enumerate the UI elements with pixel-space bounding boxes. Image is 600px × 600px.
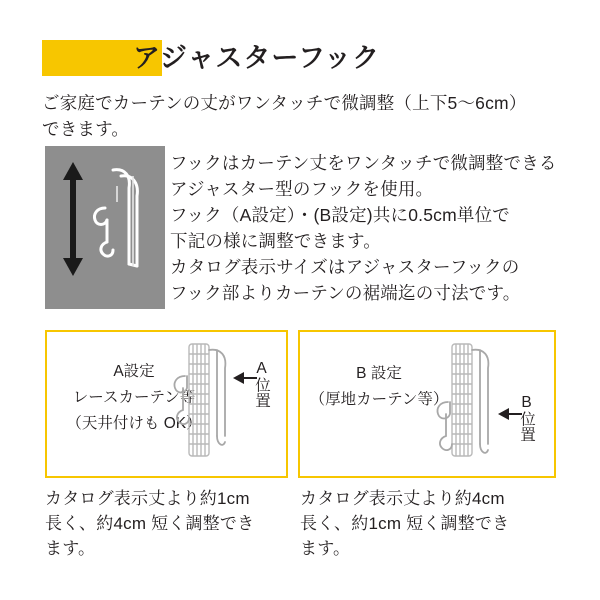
panel-b-label-2: （厚地カーテン等） — [309, 391, 449, 408]
panel-setting-b — [298, 330, 556, 478]
caption-setting-b — [300, 486, 558, 561]
description-line-6: フック部よりカーテンの裾端迄の寸法です。 — [170, 283, 521, 303]
caption-a-line-3: ます。 — [45, 539, 96, 558]
adjuster-hook-photo — [45, 146, 165, 309]
description-line-1: フックはカーテン丈をワンタッチで微調整できる — [170, 153, 557, 173]
page-title: アジャスターフック — [133, 43, 381, 73]
caption-setting-a — [45, 486, 295, 561]
photo-illustration — [45, 146, 165, 309]
caption-a-line-1: カタログ表示丈より約1cm — [45, 489, 250, 508]
description-line-3: フック（A設定）・(B設定)共に0.5cm単位で — [170, 205, 510, 225]
lead-paragraph — [42, 90, 572, 142]
lead-line-1: ご家庭でカーテンの丈がワンタッチで微調整（上下5〜6cm） — [42, 93, 527, 113]
caption-b-line-1: カタログ表示丈より約4cm — [300, 489, 505, 508]
panel-a-label-2: レースカーテン等 — [72, 389, 196, 406]
caption-b-line-2: 長く、約1cm 短く調整でき — [300, 514, 510, 533]
caption-a-line-2: 長く、約4cm 短く調整でき — [45, 514, 255, 533]
panel-a-label-1: A設定 — [113, 363, 155, 380]
caption-b-line-3: ます。 — [300, 539, 351, 558]
description-line-2: アジャスター型のフックを使用。 — [170, 179, 434, 199]
panel-b-label-1: B 設定 — [356, 365, 402, 382]
description-line-5: カタログ表示サイズはアジャスターフックの — [170, 257, 520, 277]
panel-a-label-3: （天井付けも OK） — [66, 415, 202, 432]
description-line-4: 下記の様に調整できます。 — [170, 231, 381, 251]
panel-b-hook-diagram — [418, 340, 504, 473]
panel-a-position-label: A位置 — [253, 360, 270, 408]
panel-a-hook-diagram — [155, 340, 241, 473]
description-block — [170, 150, 572, 306]
lead-line-2: できます。 — [42, 119, 130, 139]
panel-b-position-label: B位置 — [518, 394, 535, 442]
panel-setting-a — [45, 330, 288, 478]
